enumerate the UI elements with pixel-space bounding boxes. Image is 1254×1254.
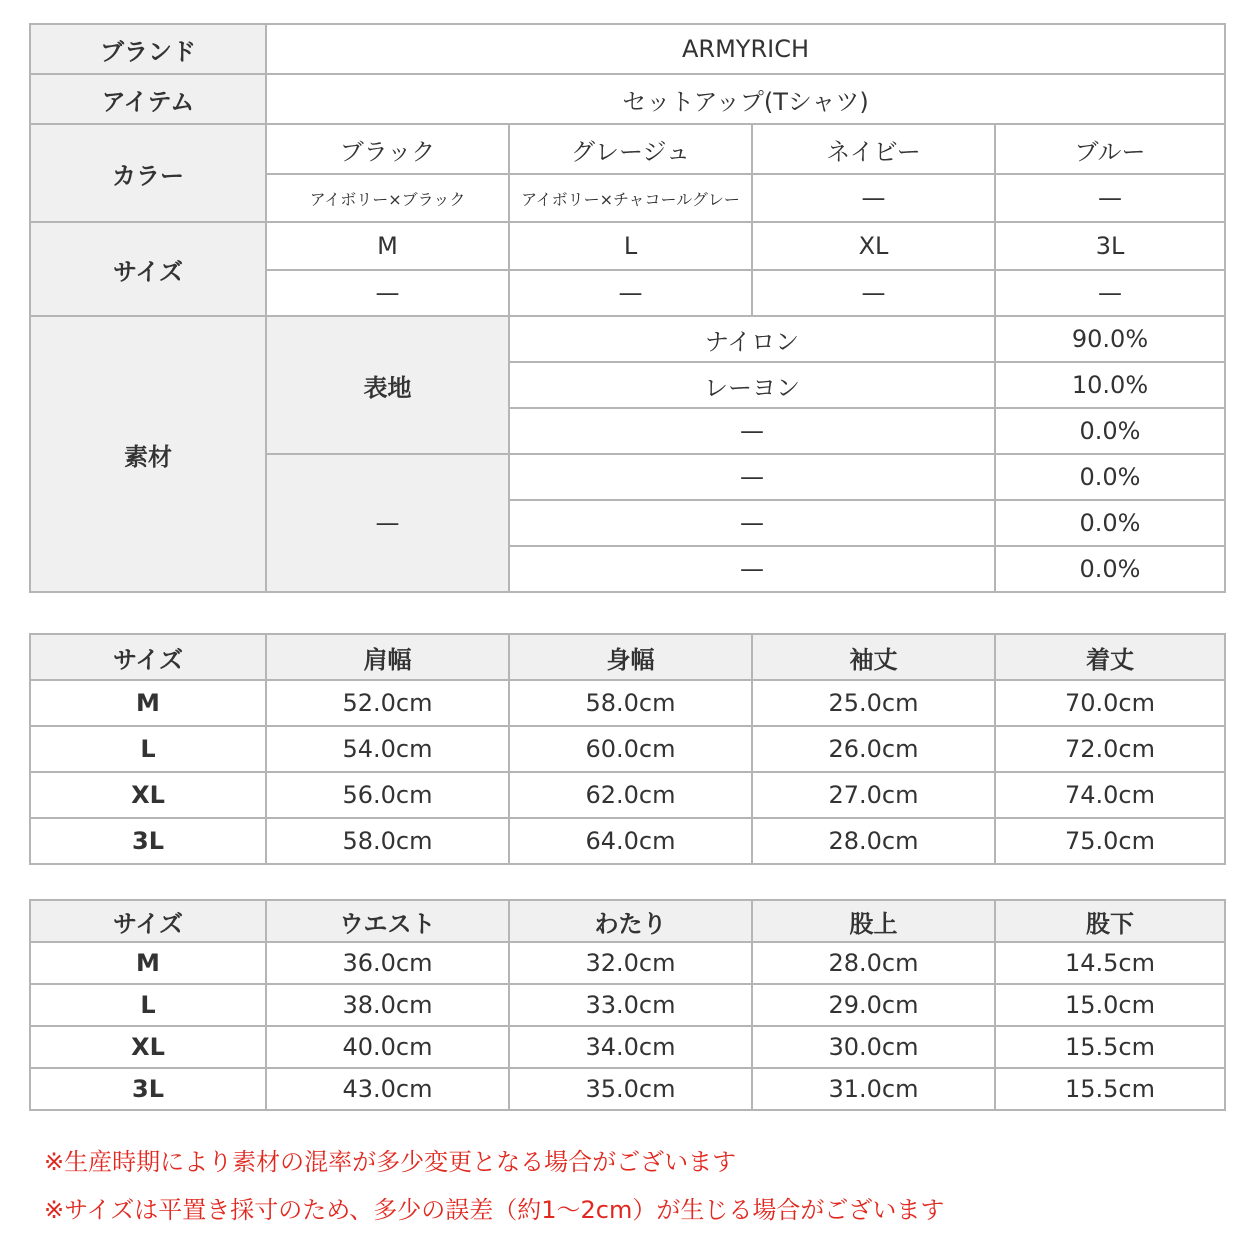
column-header: サイズ (30, 634, 266, 680)
item-label: アイテム (30, 74, 266, 124)
spec-table (29, 23, 1226, 593)
column-header: 袖丈 (752, 634, 995, 680)
size-label: サイズ (30, 222, 266, 316)
value-cell: 30.0cm (752, 1026, 995, 1068)
value-cell: 34.0cm (509, 1026, 752, 1068)
note-measurement: ※サイズは平置き採寸のため、多少の誤差（約1～2cm）が生じる場合がございます (44, 1196, 945, 1224)
size-cell: L (30, 726, 266, 772)
size-cell: M (30, 942, 266, 984)
item-row (30, 74, 1225, 124)
value-cell: 27.0cm (752, 772, 995, 818)
column-header: 着丈 (995, 634, 1225, 680)
outer-label: 表地 (266, 316, 509, 454)
material-name: — (509, 500, 995, 546)
top-size-table (29, 633, 1226, 865)
table-row (30, 680, 1225, 726)
value-cell: 58.0cm (266, 818, 509, 864)
table-header-row (30, 900, 1225, 942)
material-pct: 90.0% (995, 316, 1225, 362)
value-cell: 15.5cm (995, 1026, 1225, 1068)
color-sub: アイボリー×ブラック (266, 174, 509, 222)
material-pct: 0.0% (995, 408, 1225, 454)
value-cell: 75.0cm (995, 818, 1225, 864)
color-label: カラー (30, 124, 266, 222)
column-header: 肩幅 (266, 634, 509, 680)
value-cell: 58.0cm (509, 680, 752, 726)
value-cell: 25.0cm (752, 680, 995, 726)
size-name: L (509, 222, 752, 270)
value-cell: 62.0cm (509, 772, 752, 818)
color-name: ネイビー (752, 124, 995, 174)
material-pct: 0.0% (995, 500, 1225, 546)
column-header: 身幅 (509, 634, 752, 680)
material-name: — (509, 546, 995, 592)
value-cell: 54.0cm (266, 726, 509, 772)
size-name: XL (752, 222, 995, 270)
material-name: — (509, 454, 995, 500)
table-row (30, 726, 1225, 772)
value-cell: 14.5cm (995, 942, 1225, 984)
color-name: ブルー (995, 124, 1225, 174)
value-cell: 28.0cm (752, 818, 995, 864)
size-row (30, 222, 1225, 270)
material-pct: 0.0% (995, 454, 1225, 500)
table-row (30, 1068, 1225, 1110)
size-cell: 3L (30, 818, 266, 864)
size-sub: — (752, 270, 995, 316)
column-header: わたり (509, 900, 752, 942)
other-label: — (266, 454, 509, 592)
value-cell: 26.0cm (752, 726, 995, 772)
color-sub: — (752, 174, 995, 222)
brand-row (30, 24, 1225, 74)
column-header: 股上 (752, 900, 995, 942)
size-cell: L (30, 984, 266, 1026)
value-cell: 56.0cm (266, 772, 509, 818)
brand-value: ARMYRICH (266, 24, 1225, 74)
table-row (30, 1026, 1225, 1068)
size-name: 3L (995, 222, 1225, 270)
size-cell: XL (30, 772, 266, 818)
color-name: グレージュ (509, 124, 752, 174)
value-cell: 43.0cm (266, 1068, 509, 1110)
color-name: ブラック (266, 124, 509, 174)
material-name: — (509, 408, 995, 454)
brand-label: ブランド (30, 24, 266, 74)
value-cell: 35.0cm (509, 1068, 752, 1110)
material-name: レーヨン (509, 362, 995, 408)
value-cell: 36.0cm (266, 942, 509, 984)
size-sub: — (266, 270, 509, 316)
size-sub: — (509, 270, 752, 316)
column-header: ウエスト (266, 900, 509, 942)
value-cell: 64.0cm (509, 818, 752, 864)
material-label: 素材 (30, 316, 266, 592)
value-cell: 28.0cm (752, 942, 995, 984)
notes (44, 1138, 944, 1234)
size-cell: XL (30, 1026, 266, 1068)
size-sub: — (995, 270, 1225, 316)
note-blend: ※生産時期により素材の混率が多少変更となる場合がございます (44, 1148, 737, 1176)
table-header-row (30, 634, 1225, 680)
value-cell: 52.0cm (266, 680, 509, 726)
table-row (30, 818, 1225, 864)
size-cell: 3L (30, 1068, 266, 1110)
value-cell: 38.0cm (266, 984, 509, 1026)
value-cell: 29.0cm (752, 984, 995, 1026)
value-cell: 60.0cm (509, 726, 752, 772)
value-cell: 15.5cm (995, 1068, 1225, 1110)
table-row (30, 984, 1225, 1026)
size-cell: M (30, 680, 266, 726)
material-pct: 0.0% (995, 546, 1225, 592)
table-row (30, 772, 1225, 818)
table-row (30, 942, 1225, 984)
item-value: セットアップ(Tシャツ) (266, 74, 1225, 124)
size-name: M (266, 222, 509, 270)
value-cell: 72.0cm (995, 726, 1225, 772)
column-header: 股下 (995, 900, 1225, 942)
color-sub: アイボリー×チャコールグレー (509, 174, 752, 222)
value-cell: 70.0cm (995, 680, 1225, 726)
value-cell: 33.0cm (509, 984, 752, 1026)
material-row (30, 316, 1225, 362)
column-header: サイズ (30, 900, 266, 942)
material-pct: 10.0% (995, 362, 1225, 408)
color-row (30, 124, 1225, 174)
value-cell: 32.0cm (509, 942, 752, 984)
value-cell: 15.0cm (995, 984, 1225, 1026)
value-cell: 31.0cm (752, 1068, 995, 1110)
value-cell: 40.0cm (266, 1026, 509, 1068)
bottom-size-table (29, 899, 1226, 1111)
value-cell: 74.0cm (995, 772, 1225, 818)
color-sub: — (995, 174, 1225, 222)
material-name: ナイロン (509, 316, 995, 362)
